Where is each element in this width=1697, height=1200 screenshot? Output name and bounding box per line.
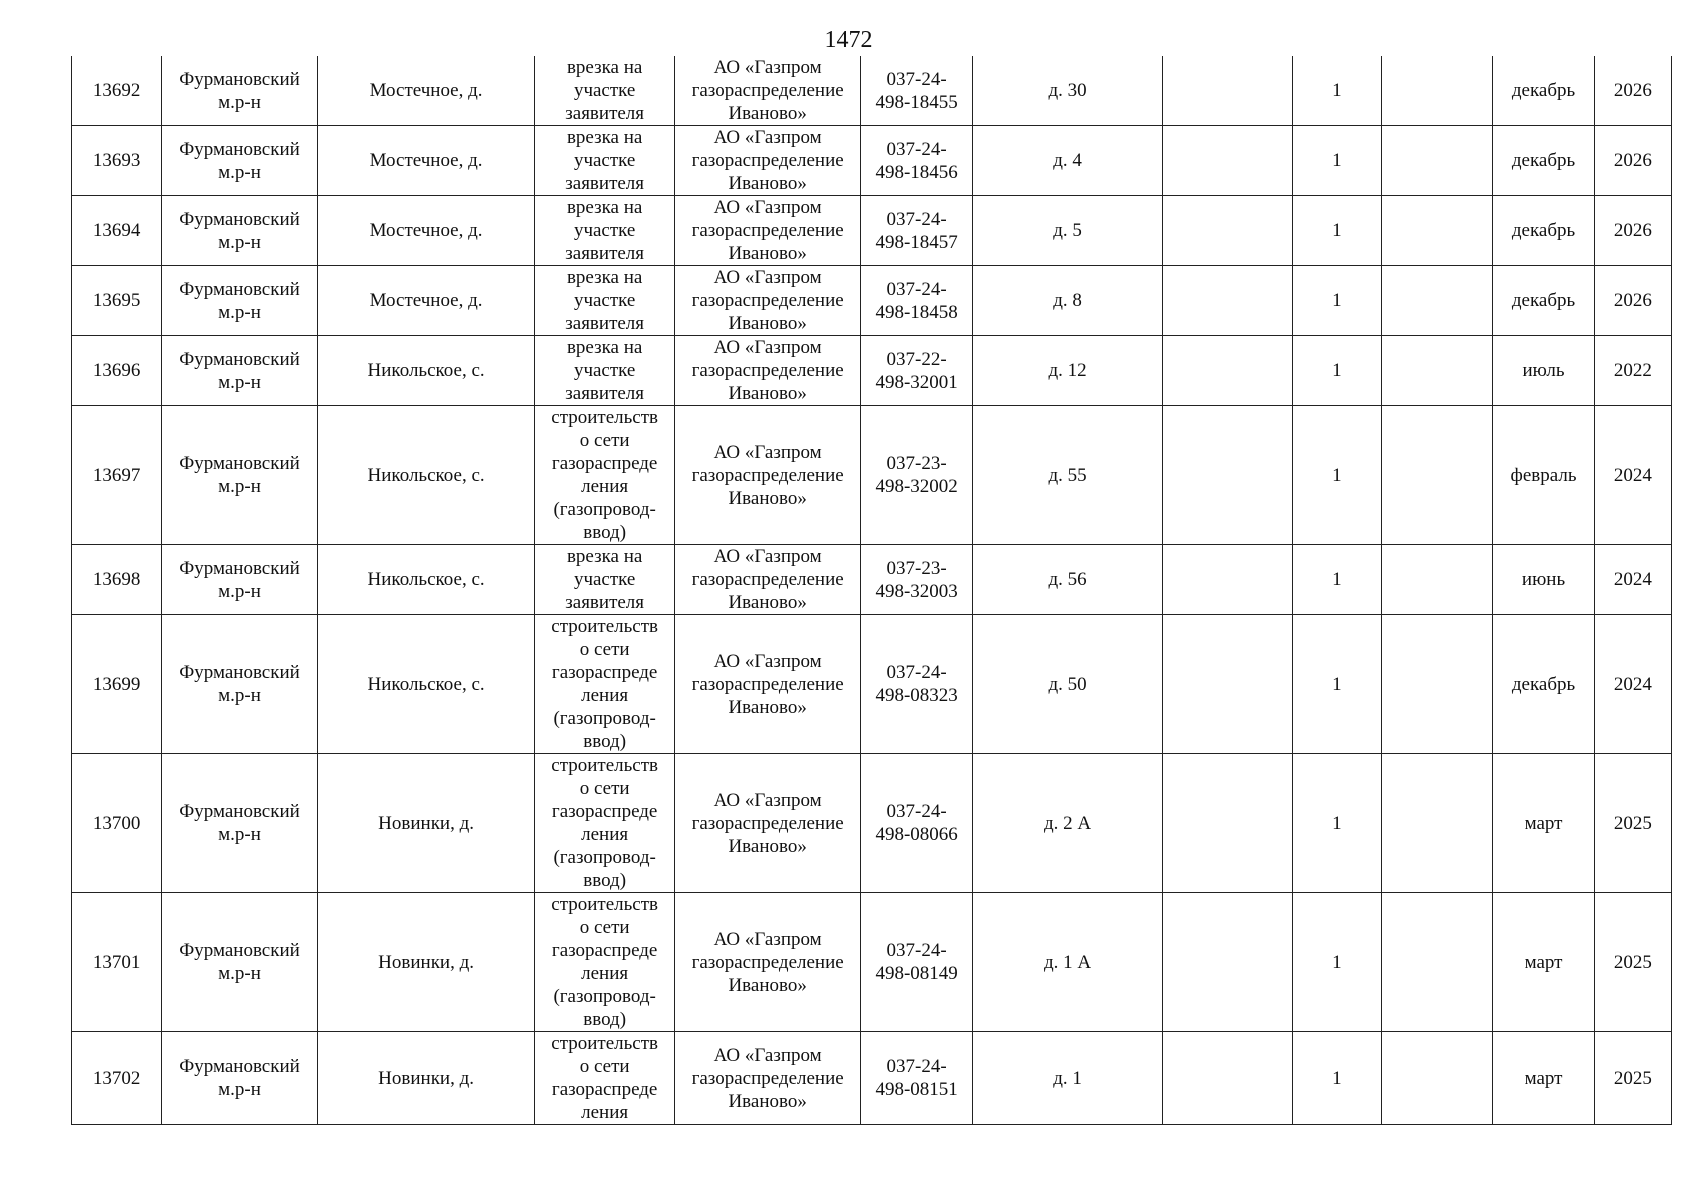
table-row bbox=[72, 126, 1672, 196]
empty-cell bbox=[1382, 196, 1493, 266]
empty-cell bbox=[1382, 754, 1493, 893]
row-number-cell: 13692 bbox=[72, 56, 162, 126]
table-row bbox=[72, 196, 1672, 266]
district-cell: Фурмановский м.р-н bbox=[162, 196, 317, 266]
table-row bbox=[72, 266, 1672, 336]
house-number-cell: д. 8 bbox=[972, 266, 1163, 336]
application-code-cell: 037-24- 498-18455 bbox=[861, 56, 972, 126]
row-number-cell: 13701 bbox=[72, 893, 162, 1032]
empty-cell bbox=[1382, 1032, 1493, 1125]
work-type-cell: строительств о сети газораспреде ления (газопровод- ввод) bbox=[535, 406, 674, 545]
organization-cell: АО «Газпром газораспределение Иваново» bbox=[674, 126, 861, 196]
month-cell: март bbox=[1493, 754, 1594, 893]
house-number-cell: д. 1 А bbox=[972, 893, 1163, 1032]
table-body bbox=[72, 56, 1672, 1125]
quantity-cell: 1 bbox=[1292, 126, 1381, 196]
locality-cell: Мостечное, д. bbox=[317, 266, 535, 336]
application-code-cell: 037-24- 498-08323 bbox=[861, 615, 972, 754]
empty-cell bbox=[1163, 893, 1292, 1032]
table-row bbox=[72, 56, 1672, 126]
month-cell: март bbox=[1493, 1032, 1594, 1125]
empty-cell bbox=[1382, 406, 1493, 545]
house-number-cell: д. 55 bbox=[972, 406, 1163, 545]
quantity-cell: 1 bbox=[1292, 545, 1381, 615]
locality-cell: Новинки, д. bbox=[317, 893, 535, 1032]
table-row bbox=[72, 336, 1672, 406]
work-type-cell: врезка на участке заявителя bbox=[535, 126, 674, 196]
district-cell: Фурмановский м.р-н bbox=[162, 336, 317, 406]
organization-cell: АО «Газпром газораспределение Иваново» bbox=[674, 336, 861, 406]
house-number-cell: д. 2 А bbox=[972, 754, 1163, 893]
quantity-cell: 1 bbox=[1292, 893, 1381, 1032]
year-cell: 2026 bbox=[1594, 56, 1671, 126]
locality-cell: Новинки, д. bbox=[317, 1032, 535, 1125]
work-type-cell: врезка на участке заявителя bbox=[535, 336, 674, 406]
locality-cell: Никольское, с. bbox=[317, 615, 535, 754]
year-cell: 2024 bbox=[1594, 406, 1671, 545]
quantity-cell: 1 bbox=[1292, 1032, 1381, 1125]
row-number-cell: 13695 bbox=[72, 266, 162, 336]
year-cell: 2025 bbox=[1594, 893, 1671, 1032]
empty-cell bbox=[1163, 266, 1292, 336]
work-type-cell: строительств о сети газораспреде ления (газопровод- ввод) bbox=[535, 615, 674, 754]
application-code-cell: 037-24- 498-08066 bbox=[861, 754, 972, 893]
year-cell: 2026 bbox=[1594, 126, 1671, 196]
empty-cell bbox=[1163, 406, 1292, 545]
application-code-cell: 037-23- 498-32002 bbox=[861, 406, 972, 545]
work-type-cell: врезка на участке заявителя bbox=[535, 545, 674, 615]
month-cell: декабрь bbox=[1493, 266, 1594, 336]
house-number-cell: д. 50 bbox=[972, 615, 1163, 754]
empty-cell bbox=[1163, 336, 1292, 406]
quantity-cell: 1 bbox=[1292, 406, 1381, 545]
month-cell: декабрь bbox=[1493, 56, 1594, 126]
locality-cell: Никольское, с. bbox=[317, 336, 535, 406]
empty-cell bbox=[1163, 1032, 1292, 1125]
locality-cell: Новинки, д. bbox=[317, 754, 535, 893]
table-row bbox=[72, 893, 1672, 1032]
row-number-cell: 13697 bbox=[72, 406, 162, 545]
row-number-cell: 13700 bbox=[72, 754, 162, 893]
locality-cell: Мостечное, д. bbox=[317, 126, 535, 196]
application-code-cell: 037-24- 498-18456 bbox=[861, 126, 972, 196]
quantity-cell: 1 bbox=[1292, 336, 1381, 406]
row-number-cell: 13699 bbox=[72, 615, 162, 754]
application-code-cell: 037-22- 498-32001 bbox=[861, 336, 972, 406]
empty-cell bbox=[1382, 56, 1493, 126]
month-cell: декабрь bbox=[1493, 196, 1594, 266]
row-number-cell: 13696 bbox=[72, 336, 162, 406]
row-number-cell: 13693 bbox=[72, 126, 162, 196]
work-type-cell: строительств о сети газораспреде ления bbox=[535, 1032, 674, 1125]
table-row bbox=[72, 615, 1672, 754]
application-code-cell: 037-24- 498-18458 bbox=[861, 266, 972, 336]
quantity-cell: 1 bbox=[1292, 615, 1381, 754]
table-row bbox=[72, 545, 1672, 615]
month-cell: март bbox=[1493, 893, 1594, 1032]
month-cell: декабрь bbox=[1493, 615, 1594, 754]
empty-cell bbox=[1382, 615, 1493, 754]
work-type-cell: врезка на участке заявителя bbox=[535, 196, 674, 266]
locality-cell: Никольское, с. bbox=[317, 406, 535, 545]
registry-table bbox=[71, 56, 1672, 1125]
organization-cell: АО «Газпром газораспределение Иваново» bbox=[674, 406, 861, 545]
year-cell: 2025 bbox=[1594, 754, 1671, 893]
work-type-cell: строительств о сети газораспреде ления (газопровод- ввод) bbox=[535, 893, 674, 1032]
organization-cell: АО «Газпром газораспределение Иваново» bbox=[674, 754, 861, 893]
application-code-cell: 037-24- 498-18457 bbox=[861, 196, 972, 266]
locality-cell: Мостечное, д. bbox=[317, 56, 535, 126]
district-cell: Фурмановский м.р-н bbox=[162, 56, 317, 126]
work-type-cell: врезка на участке заявителя bbox=[535, 266, 674, 336]
year-cell: 2026 bbox=[1594, 196, 1671, 266]
month-cell: июль bbox=[1493, 336, 1594, 406]
empty-cell bbox=[1163, 754, 1292, 893]
month-cell: декабрь bbox=[1493, 126, 1594, 196]
house-number-cell: д. 1 bbox=[972, 1032, 1163, 1125]
empty-cell bbox=[1163, 56, 1292, 126]
organization-cell: АО «Газпром газораспределение Иваново» bbox=[674, 1032, 861, 1125]
quantity-cell: 1 bbox=[1292, 754, 1381, 893]
empty-cell bbox=[1163, 126, 1292, 196]
district-cell: Фурмановский м.р-н bbox=[162, 1032, 317, 1125]
house-number-cell: д. 5 bbox=[972, 196, 1163, 266]
district-cell: Фурмановский м.р-н bbox=[162, 266, 317, 336]
district-cell: Фурмановский м.р-н bbox=[162, 615, 317, 754]
house-number-cell: д. 30 bbox=[972, 56, 1163, 126]
locality-cell: Мостечное, д. bbox=[317, 196, 535, 266]
district-cell: Фурмановский м.р-н bbox=[162, 545, 317, 615]
work-type-cell: строительств о сети газораспреде ления (газопровод- ввод) bbox=[535, 754, 674, 893]
district-cell: Фурмановский м.р-н bbox=[162, 406, 317, 545]
locality-cell: Никольское, с. bbox=[317, 545, 535, 615]
house-number-cell: д. 56 bbox=[972, 545, 1163, 615]
district-cell: Фурмановский м.р-н bbox=[162, 126, 317, 196]
empty-cell bbox=[1382, 336, 1493, 406]
year-cell: 2022 bbox=[1594, 336, 1671, 406]
table-row bbox=[72, 1032, 1672, 1125]
organization-cell: АО «Газпром газораспределение Иваново» bbox=[674, 615, 861, 754]
district-cell: Фурмановский м.р-н bbox=[162, 754, 317, 893]
empty-cell bbox=[1382, 126, 1493, 196]
year-cell: 2026 bbox=[1594, 266, 1671, 336]
row-number-cell: 13694 bbox=[72, 196, 162, 266]
organization-cell: АО «Газпром газораспределение Иваново» bbox=[674, 893, 861, 1032]
month-cell: июнь bbox=[1493, 545, 1594, 615]
table-row bbox=[72, 754, 1672, 893]
organization-cell: АО «Газпром газораспределение Иваново» bbox=[674, 56, 861, 126]
house-number-cell: д. 12 bbox=[972, 336, 1163, 406]
empty-cell bbox=[1163, 615, 1292, 754]
organization-cell: АО «Газпром газораспределение Иваново» bbox=[674, 266, 861, 336]
organization-cell: АО «Газпром газораспределение Иваново» bbox=[674, 196, 861, 266]
year-cell: 2024 bbox=[1594, 615, 1671, 754]
table-row bbox=[72, 406, 1672, 545]
month-cell: февраль bbox=[1493, 406, 1594, 545]
application-code-cell: 037-24- 498-08151 bbox=[861, 1032, 972, 1125]
quantity-cell: 1 bbox=[1292, 196, 1381, 266]
empty-cell bbox=[1382, 893, 1493, 1032]
year-cell: 2024 bbox=[1594, 545, 1671, 615]
application-code-cell: 037-23- 498-32003 bbox=[861, 545, 972, 615]
row-number-cell: 13698 bbox=[72, 545, 162, 615]
year-cell: 2025 bbox=[1594, 1032, 1671, 1125]
quantity-cell: 1 bbox=[1292, 56, 1381, 126]
page-number: 1472 bbox=[824, 27, 873, 53]
organization-cell: АО «Газпром газораспределение Иваново» bbox=[674, 545, 861, 615]
empty-cell bbox=[1163, 196, 1292, 266]
district-cell: Фурмановский м.р-н bbox=[162, 893, 317, 1032]
work-type-cell: врезка на участке заявителя bbox=[535, 56, 674, 126]
empty-cell bbox=[1382, 266, 1493, 336]
quantity-cell: 1 bbox=[1292, 266, 1381, 336]
empty-cell bbox=[1382, 545, 1493, 615]
row-number-cell: 13702 bbox=[72, 1032, 162, 1125]
house-number-cell: д. 4 bbox=[972, 126, 1163, 196]
application-code-cell: 037-24- 498-08149 bbox=[861, 893, 972, 1032]
empty-cell bbox=[1163, 545, 1292, 615]
